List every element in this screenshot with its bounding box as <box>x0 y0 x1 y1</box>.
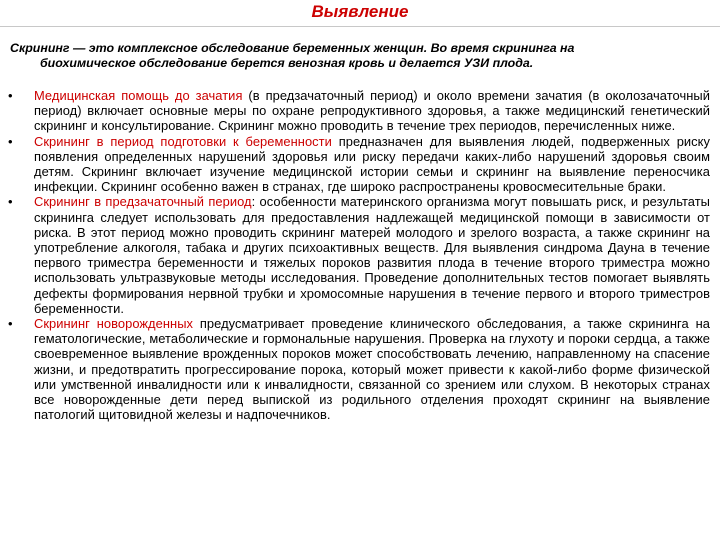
item-text: (в предзачаточный период) и около времени зачатия (в околозачаточный период) включает основные меры по охране репродуктивного здоровья, а также медицинский генетический скрининг и консультирование. Скрининг можно проводить в течение трех периодов, перечисленных ниже. <box>34 88 710 134</box>
item-highlight: Скрининг в период подготовки к беременности <box>34 133 332 149</box>
intro-paragraph <box>10 41 710 71</box>
list-item <box>8 88 710 134</box>
intro-line-1: Скрининг — это комплексное обследование беременных женщин. Во время скрининга на <box>10 41 575 55</box>
item-text: предусматривает проведение клинического обследования, а также скрининга на гематологические, метаболические и гормональные нарушения. Проверка на глухоту и пороки сердца, а также своевременное выявление врожденных пороков может способствовать лечению, направленному на спасение жизни, и предотвратить прогрессирование порока, который может привести к какой-либо форме физической или умственной инвалидности или к инвалидности, связанной со зрением или слухом. В некоторых странах все новорожденные дети перед выпиской из родильного отделения проходят скрининг на выявление патологий щитовидной железы и надпочечников. <box>34 316 711 423</box>
list-item <box>8 194 710 316</box>
title-divider <box>0 26 720 27</box>
page-title: Выявление <box>311 2 409 21</box>
bullet-icon: • <box>8 316 13 332</box>
item-text: предназначен для выявления людей, подверженных риску появления определенных нарушений здоровья или риску передачи каких-либо нарушений здоровья своим детям. Скрининг включает изучение медицинской истории семьи и скрининг на выявление переносчика инфекции. Скрининг особенно важен в странах, где широко распространены кровосмесительные браки. <box>34 133 710 195</box>
bullet-icon: • <box>8 88 13 103</box>
list-item <box>8 134 710 195</box>
bullet-icon: • <box>8 194 13 210</box>
item-highlight: Медицинская помощь до зачатия <box>34 88 243 103</box>
item-highlight: Скрининг в предзачаточный период <box>34 194 252 210</box>
item-highlight: Скрининг новорожденных <box>34 316 194 332</box>
bullet-icon: • <box>8 133 13 149</box>
item-text: : особенности материнского организма могут повышать риск, и результаты скрининга следует использовать для предоставления надлежащей медицинской помощи в зависимости от риска. В этот период можно проводить скрининг матерей молодого и зрелого возраста, а также скрининг на употребление алкоголя, табака и других психоактивных веществ. Для выявления синдрома Дауна в течение первого триместра беременности и тяжелых пороков развития плода в течение второго триместра можно использовать ультразвуковые методы исследования. Проведение дополнительных тестов помогает выявлять дефекты формирования нервной трубки и хромосомные нарушения в течение первого и второго триместров беременности. <box>34 194 710 316</box>
list-item <box>8 316 710 422</box>
intro-line-2: биохимическое обследование берется венозная кровь и делается УЗИ плода. <box>40 56 534 70</box>
screening-periods-list <box>8 88 710 422</box>
